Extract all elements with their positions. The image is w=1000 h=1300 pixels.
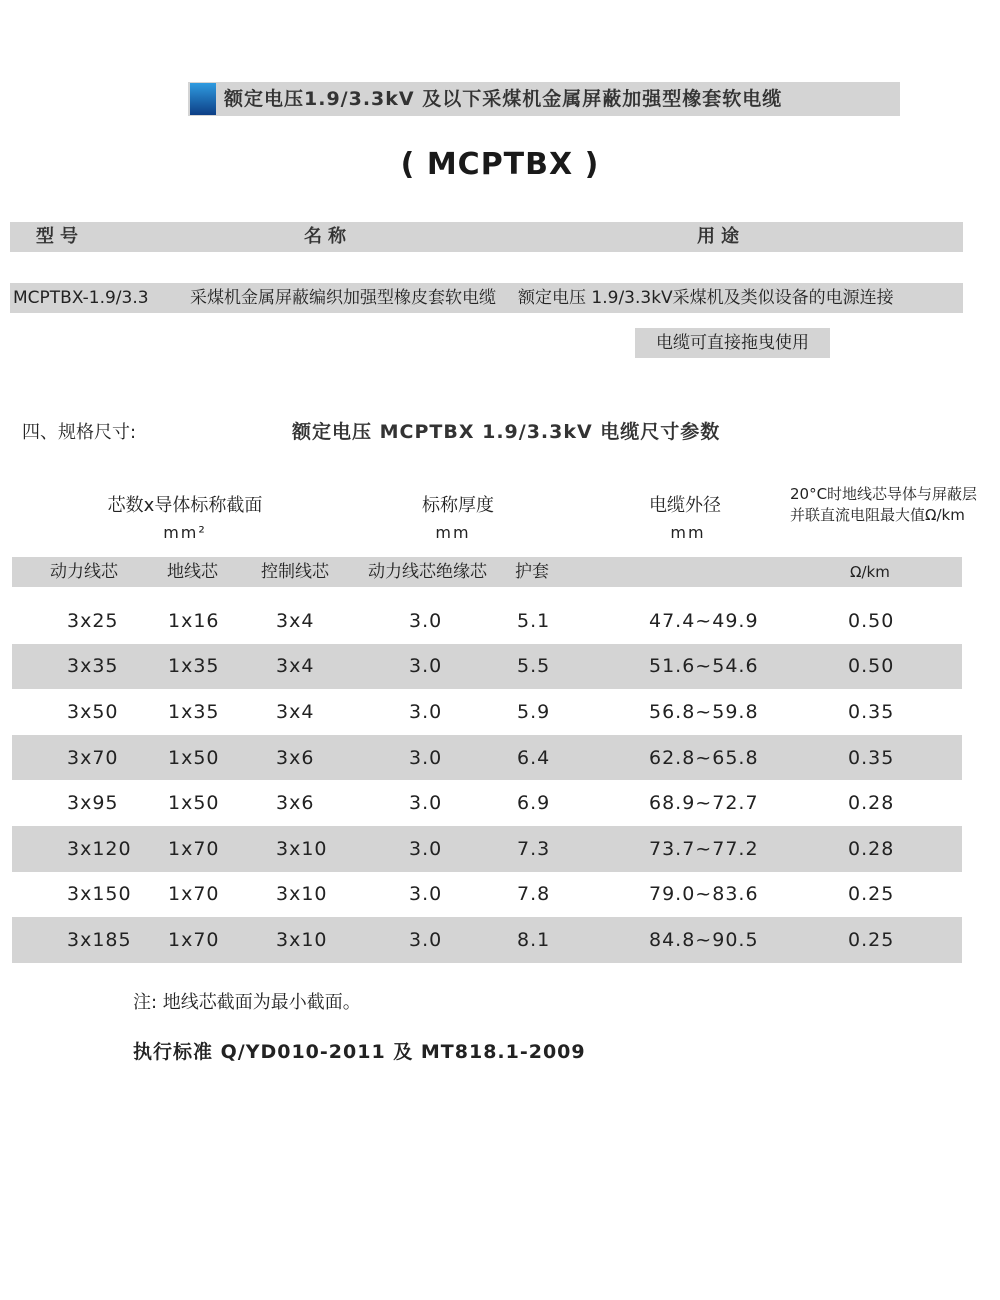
table-row <box>12 872 962 918</box>
cell-resistance: 0.28 <box>848 792 895 815</box>
group-resistance-line1: 20°C时地线芯导体与屏蔽层 <box>790 485 978 503</box>
cell-control-core: 3x10 <box>276 928 328 951</box>
header-usage: 用途 <box>697 226 745 247</box>
cell-power-core: 3x185 <box>67 928 132 951</box>
cell-diameter: 51.6~54.6 <box>649 655 759 678</box>
cell-insulation: 3.0 <box>409 746 443 769</box>
cell-insulation: 3.0 <box>409 792 443 815</box>
cell-diameter: 79.0~83.6 <box>649 883 759 906</box>
cell-insulation: 3.0 <box>409 609 443 632</box>
cell-diameter: 84.8~90.5 <box>649 928 759 951</box>
cell-insulation: 3.0 <box>409 700 443 723</box>
cell-power-core: 3x95 <box>67 792 119 815</box>
cell-resistance: 0.50 <box>848 609 895 632</box>
cell-earth-core: 1x70 <box>168 837 220 860</box>
cell-control-core: 3x4 <box>276 700 315 723</box>
cell-sheath: 8.1 <box>517 928 551 951</box>
col-earth-core: 地线芯 <box>167 562 218 582</box>
type-row-name: 采煤机金属屏蔽编织加强型橡皮套软电缆 <box>190 288 496 308</box>
cell-control-core: 3x10 <box>276 837 328 860</box>
cell-diameter: 68.9~72.7 <box>649 792 759 815</box>
title-accent-block <box>190 83 216 115</box>
group-thickness-unit: mm <box>435 523 471 542</box>
col-sheath: 护套 <box>515 562 549 582</box>
cell-power-core: 3x25 <box>67 609 119 632</box>
table-row <box>12 917 962 963</box>
cell-resistance: 0.28 <box>848 837 895 860</box>
cell-sheath: 6.4 <box>517 746 551 769</box>
cell-diameter: 62.8~65.8 <box>649 746 759 769</box>
table-row <box>12 689 962 735</box>
cell-sheath: 5.1 <box>517 609 551 632</box>
cell-power-core: 3x35 <box>67 655 119 678</box>
cell-power-core: 3x150 <box>67 883 132 906</box>
cell-sheath: 5.9 <box>517 700 551 723</box>
document-title: 额定电压1.9/3.3kV 及以下采煤机金属屏蔽加强型橡套软电缆 <box>224 88 783 110</box>
cell-insulation: 3.0 <box>409 928 443 951</box>
col-control-core: 控制线芯 <box>261 562 329 582</box>
section-label: 四、规格尺寸: <box>22 422 137 443</box>
table-row <box>12 826 962 872</box>
group-resistance-line2: 并联直流电阻最大值Ω/km <box>790 506 965 524</box>
col-resistance-unit: Ω/km <box>850 563 890 581</box>
cell-insulation: 3.0 <box>409 837 443 860</box>
type-table-header-band <box>10 222 963 252</box>
type-row-model: MCPTBX-1.9/3.3 <box>13 288 149 308</box>
section-title: 额定电压 MCPTBX 1.9/3.3kV 电缆尺寸参数 <box>292 421 721 443</box>
cell-resistance: 0.25 <box>848 883 895 906</box>
cell-sheath: 6.9 <box>517 792 551 815</box>
cell-control-core: 3x10 <box>276 883 328 906</box>
col-power-core: 动力线芯 <box>50 562 118 582</box>
type-row-usage-note: 电缆可直接拖曳使用 <box>635 328 830 358</box>
header-model: 型号 <box>36 226 84 247</box>
cell-insulation: 3.0 <box>409 655 443 678</box>
model-code-title: ( MCPTBX ) <box>400 147 600 182</box>
cell-resistance: 0.50 <box>848 655 895 678</box>
table-row <box>12 780 962 826</box>
cell-power-core: 3x70 <box>67 746 119 769</box>
cell-earth-core: 1x50 <box>168 792 220 815</box>
cell-diameter: 73.7~77.2 <box>649 837 759 860</box>
cell-earth-core: 1x50 <box>168 746 220 769</box>
cell-earth-core: 1x35 <box>168 655 220 678</box>
group-diameter-unit: mm <box>670 523 706 542</box>
applicable-standard: 执行标准 Q/YD010-2011 及 MT818.1-2009 <box>133 1041 586 1063</box>
cell-sheath: 7.8 <box>517 883 551 906</box>
footnote: 注: 地线芯截面为最小截面。 <box>133 992 361 1013</box>
cell-control-core: 3x4 <box>276 655 315 678</box>
group-thickness: 标称厚度 <box>422 495 494 516</box>
type-row-usage: 额定电压 1.9/3.3kV采煤机及类似设备的电源连接 <box>518 288 894 308</box>
cell-control-core: 3x4 <box>276 609 315 632</box>
group-cross-section: 芯数x导体标称截面 <box>107 495 263 516</box>
cell-resistance: 0.25 <box>848 928 895 951</box>
group-cross-section-unit: mm² <box>163 523 207 542</box>
cell-power-core: 3x120 <box>67 837 132 860</box>
cell-insulation: 3.0 <box>409 883 443 906</box>
cell-earth-core: 1x70 <box>168 928 220 951</box>
cell-control-core: 3x6 <box>276 792 315 815</box>
cell-earth-core: 1x70 <box>168 883 220 906</box>
cell-sheath: 5.5 <box>517 655 551 678</box>
table-row <box>12 598 962 644</box>
cell-resistance: 0.35 <box>848 700 895 723</box>
spec-table-body <box>12 598 962 963</box>
cell-control-core: 3x6 <box>276 746 315 769</box>
cell-diameter: 56.8~59.8 <box>649 700 759 723</box>
table-row <box>12 644 962 690</box>
cell-earth-core: 1x16 <box>168 609 220 632</box>
spec-subheader-band <box>12 557 962 587</box>
cell-diameter: 47.4~49.9 <box>649 609 759 632</box>
cell-sheath: 7.3 <box>517 837 551 860</box>
header-name: 名称 <box>304 226 352 247</box>
table-row <box>12 735 962 781</box>
col-insulation: 动力线芯绝缘芯 <box>368 562 487 582</box>
cell-power-core: 3x50 <box>67 700 119 723</box>
cell-resistance: 0.35 <box>848 746 895 769</box>
cell-earth-core: 1x35 <box>168 700 220 723</box>
group-diameter: 电缆外径 <box>649 495 721 516</box>
